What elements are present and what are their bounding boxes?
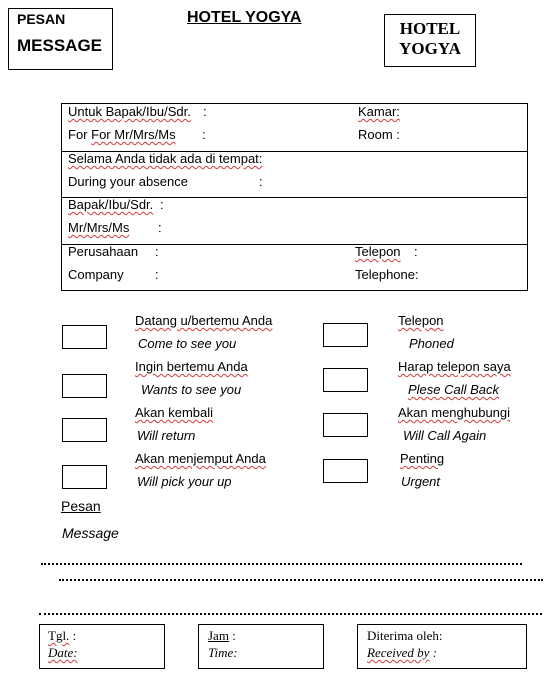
checkbox-come-to-see-you[interactable] — [62, 325, 107, 349]
room-label: Kamar: — [358, 104, 400, 119]
option-label-en: Phoned — [409, 336, 454, 351]
hotel-logo-line2: YOGYA — [399, 39, 461, 58]
phone-colon: : — [414, 244, 418, 259]
recipient-colon-en: : — [202, 127, 206, 142]
company-colon: : — [155, 244, 159, 259]
date-label: Tgl. : — [48, 628, 77, 643]
option-label-en: Will Call Again — [403, 428, 487, 443]
option-label: Akan menjemput Anda — [135, 451, 266, 466]
message-section-label: Pesan — [61, 498, 101, 514]
time-box[interactable] — [198, 624, 324, 669]
received-label-en: Received by : — [367, 645, 438, 660]
recipient-colon: : — [203, 104, 207, 119]
received-label: Diterima oleh: — [367, 628, 443, 643]
phone-label-en: Telephone: — [355, 267, 419, 282]
caller-colon: : — [160, 197, 164, 212]
message-line[interactable] — [39, 613, 542, 615]
message-section-label-en: Message — [62, 525, 119, 541]
option-label: Telepon — [398, 313, 444, 328]
option-label-en: Urgent — [401, 474, 441, 489]
option-label-en: Wants to see you — [141, 382, 242, 397]
option-label-en: Will return — [137, 428, 196, 443]
absence-colon-en: : — [259, 174, 263, 189]
message-label: MESSAGE — [17, 36, 103, 55]
date-box[interactable] — [39, 624, 165, 669]
option-label-en: Come to see you — [138, 336, 237, 351]
recipient-label: Untuk Bapak/Ibu/Sdr. — [68, 104, 191, 119]
checkbox-will-return[interactable] — [62, 418, 107, 442]
received-by-box[interactable] — [357, 624, 527, 669]
pesan-label: PESAN — [17, 11, 66, 27]
checkbox-urgent[interactable] — [323, 459, 368, 483]
absence-label: Selama Anda tidak ada di tempat: — [68, 151, 263, 166]
checkbox-phoned[interactable] — [323, 323, 368, 347]
time-label-en: Time: — [208, 645, 238, 660]
room-label-en: Room : — [358, 127, 400, 142]
recipient-label-en: For For Mr/Mrs/Ms — [68, 127, 176, 142]
page-title: HOTEL YOGYA — [187, 9, 302, 26]
caller-colon-en: : — [158, 220, 162, 235]
checkbox-will-pick-you-up[interactable] — [62, 465, 107, 489]
option-label: Ingin bertemu Anda — [135, 359, 248, 374]
caller-label-en: Mr/Mrs/Ms — [68, 220, 130, 235]
absence-label-en: During your absence — [68, 174, 188, 189]
hotel-logo-box — [384, 14, 476, 67]
caller-label: Bapak/Ibu/Sdr. — [68, 197, 154, 212]
company-label-en: Company — [68, 267, 124, 282]
company-colon-en: : — [155, 267, 159, 282]
option-label: Harap telepon saya — [398, 359, 511, 374]
hotel-logo-line1: HOTEL — [399, 19, 461, 38]
company-label: Perusahaan — [68, 244, 139, 259]
option-label: Akan kembali — [135, 405, 214, 420]
phone-label: Telepon — [355, 244, 401, 259]
option-label-en: Will pick your up — [137, 474, 232, 489]
option-label: Penting — [400, 451, 445, 466]
date-label-en: Date: — [48, 645, 78, 660]
option-label-en: Plese Call Back — [408, 382, 500, 397]
option-label: Akan menghubungi — [398, 405, 511, 420]
checkbox-will-call-again[interactable] — [323, 413, 368, 437]
option-label: Datang u/bertemu Anda — [135, 313, 273, 328]
checkbox-wants-to-see-you[interactable] — [62, 374, 107, 398]
time-label: Jam : — [208, 628, 236, 643]
checkbox-call-back[interactable] — [323, 368, 368, 392]
message-line[interactable] — [59, 579, 543, 581]
message-line[interactable] — [41, 563, 522, 565]
pesan-message-box — [8, 8, 113, 70]
